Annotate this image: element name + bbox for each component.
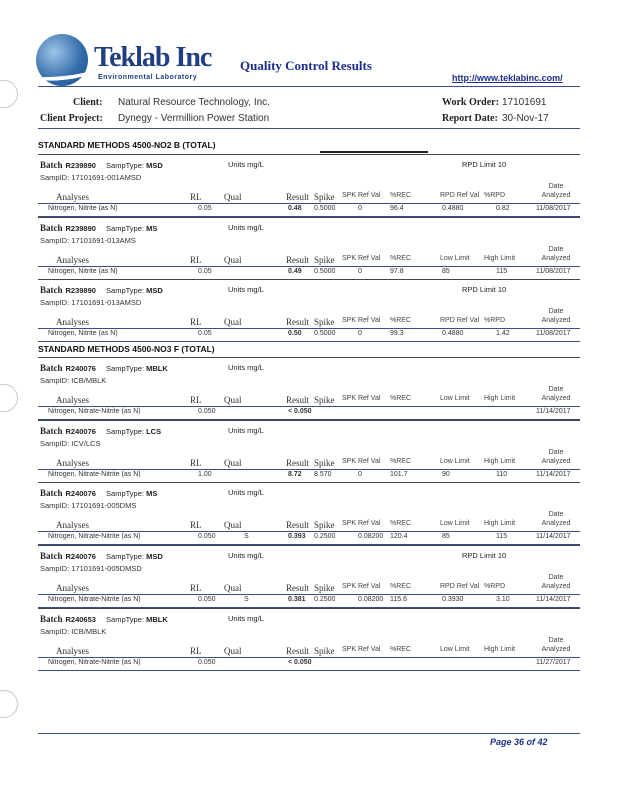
samptype-value: MS [146, 489, 158, 498]
sampid-row [40, 236, 136, 245]
qual-header: Qual [224, 646, 242, 656]
company-name: Teklab Inc [94, 42, 212, 73]
col2-header: High Limit [484, 646, 516, 653]
col2-value: 0.82 [496, 205, 510, 212]
units-label: Units mg/L [228, 426, 264, 435]
qual-header: Qual [224, 317, 242, 327]
batch-id: R240076 [65, 489, 96, 498]
spkref-header: SPK Ref Val [342, 458, 381, 465]
date-analyzed-value: 11/27/2017 [536, 659, 571, 666]
col2-value: 115 [496, 268, 508, 275]
spkref-value: 0 [358, 330, 362, 337]
spike-value: 0.5000 [314, 268, 336, 275]
date-analyzed-header [532, 573, 580, 591]
samptype-label: SampType: [106, 224, 144, 233]
analyte-name: Nitrogen, Nitrate-Nitrite (as N) [48, 533, 141, 540]
date-header-1: Date [548, 308, 564, 315]
block-top-rule [38, 482, 580, 483]
result-value: 8.72 [288, 471, 302, 478]
date-header-2: Analyzed [541, 458, 571, 465]
spike-value: 0.2500 [314, 596, 336, 603]
analyte-name: Nitrogen, Nitrate-Nitrite (as N) [48, 659, 141, 666]
result-value: < 0.050 [288, 659, 312, 666]
date-analyzed-value: 11/08/2017 [536, 205, 571, 212]
rl-value: 0.050 [198, 596, 216, 603]
date-header-2: Analyzed [541, 317, 571, 324]
spike-header: Spike [314, 520, 335, 530]
rec-header: %REC [390, 583, 412, 590]
analyses-header: Analyses [56, 255, 89, 265]
analyses-header: Analyses [56, 192, 89, 202]
rl-header: RL [190, 192, 202, 202]
rec-value: 96.4 [390, 205, 404, 212]
header-rule [38, 203, 580, 204]
col2-header: High Limit [484, 520, 516, 527]
qc-batch-block [38, 277, 580, 343]
analyte-name: Nitrogen, Nitrate-Nitrite (as N) [48, 596, 141, 603]
spike-value: 0.2500 [314, 533, 336, 540]
client-divider [38, 128, 580, 129]
batch-header [40, 160, 171, 170]
rl-header: RL [190, 458, 202, 468]
col2-value: 3.10 [496, 596, 510, 603]
spike-header: Spike [314, 583, 335, 593]
sampid-row [40, 298, 141, 307]
sampid-value: ICB/MBLK [71, 376, 107, 385]
samptype-label: SampType: [106, 286, 144, 295]
samptype-label: SampType: [106, 427, 144, 436]
result-value: < 0.050 [288, 408, 312, 415]
date-analyzed-value: 11/08/2017 [536, 330, 571, 337]
col2-value: 115 [496, 533, 508, 540]
row-bottom-rule [38, 670, 580, 671]
analyte-name: Nitrogen, Nitrate-Nitrite (as N) [48, 408, 141, 415]
website-link[interactable]: http://www.teklabinc.com/ [452, 73, 563, 83]
method-heading: STANDARD METHODS 4500-NO2 B (TOTAL) [38, 140, 216, 150]
date-analyzed-value: 11/14/2017 [536, 533, 571, 540]
analyte-name: Nitrogen, Nitrite (as N) [48, 268, 118, 275]
sampid-value: ICV/LCS [71, 439, 101, 448]
col1-header: Low Limit [440, 255, 470, 262]
units-label: Units mg/L [228, 160, 264, 169]
analyses-header: Analyses [56, 458, 89, 468]
date-header-2: Analyzed [541, 646, 571, 653]
spike-header: Spike [314, 646, 335, 656]
result-header: Result [286, 646, 310, 656]
result-header: Result [286, 583, 310, 593]
block-top-rule [38, 420, 580, 421]
result-value: 0.393 [288, 533, 306, 540]
sampid-value: 17101691-013AMSD [71, 298, 142, 307]
rl-value: 1.00 [198, 471, 212, 478]
header-rule [38, 328, 580, 329]
col1-header: Low Limit [440, 458, 470, 465]
batch-label: Batch [40, 285, 63, 295]
sampid-row [40, 376, 106, 385]
analyte-name: Nitrogen, Nitrite (as N) [48, 205, 118, 212]
units-label: Units mg/L [228, 488, 264, 497]
spkref-value: 0 [358, 205, 362, 212]
col1-header: RPD Ref Val [440, 317, 480, 324]
batch-label: Batch [40, 363, 63, 373]
rpd-limit: RPD Limit 10 [462, 160, 507, 169]
rpd-limit: RPD Limit 10 [462, 551, 507, 560]
analyte-name: Nitrogen, Nitrate-Nitrite (as N) [48, 471, 141, 478]
qual-header: Qual [224, 458, 242, 468]
spkref-header: SPK Ref Val [342, 255, 381, 262]
samptype-value: MSD [146, 286, 163, 295]
date-header-1: Date [548, 449, 564, 456]
date-header-2: Analyzed [541, 255, 571, 262]
spike-header: Spike [314, 317, 335, 327]
header-divider [38, 86, 580, 87]
sampid-label: SampID: [40, 564, 70, 573]
sampid-row [40, 627, 106, 636]
qual-header: Qual [224, 520, 242, 530]
rec-header: %REC [390, 255, 412, 262]
qc-batch-block [38, 606, 580, 672]
date-header-2: Analyzed [541, 520, 571, 527]
qual-value: S [244, 596, 249, 603]
date-header-1: Date [548, 246, 564, 253]
col2-header: High Limit [484, 458, 516, 465]
qual-value: S [244, 533, 249, 540]
spike-header: Spike [314, 192, 335, 202]
header-rule [38, 406, 580, 407]
analyses-header: Analyses [56, 646, 89, 656]
sampid-value: 17101691-001AMSD [71, 173, 142, 182]
block-top-rule [38, 154, 580, 155]
analyte-name: Nitrogen, Nitrite (as N) [48, 330, 118, 337]
sampid-label: SampID: [40, 376, 70, 385]
batch-id: R240076 [65, 552, 96, 561]
batch-label: Batch [40, 160, 63, 170]
sampid-label: SampID: [40, 173, 70, 182]
batch-header [40, 223, 165, 233]
header-rule [38, 657, 580, 658]
rl-header: RL [190, 255, 202, 265]
col2-header: High Limit [484, 255, 516, 262]
client-label: Client: [73, 97, 103, 108]
qc-batch-block [38, 215, 580, 281]
sampid-label: SampID: [40, 627, 70, 636]
qc-batch-block [38, 418, 580, 484]
col1-value: 85 [442, 268, 450, 275]
analyses-header: Analyses [56, 520, 89, 530]
sampid-row [40, 439, 100, 448]
spkref-value: 0.08200 [358, 533, 384, 540]
date-analyzed-header [532, 307, 580, 325]
col2-header: %RPD [484, 317, 506, 324]
samptype-label: SampType: [106, 489, 144, 498]
block-top-rule [38, 217, 580, 218]
batch-header [40, 426, 169, 436]
rl-value: 0.05 [198, 205, 212, 212]
result-header: Result [286, 520, 310, 530]
qual-header: Qual [224, 255, 242, 265]
spike-value: 0.5000 [314, 330, 336, 337]
sampid-value: 17101691-005DMSD [71, 564, 142, 573]
qc-batch-block [38, 355, 580, 421]
date-header-2: Analyzed [541, 192, 571, 199]
reportdate-value: 30-Nov-17 [502, 113, 549, 124]
date-header-1: Date [548, 386, 564, 393]
project-value: Dynegy - Vermillion Power Station [118, 113, 270, 124]
units-label: Units mg/L [228, 285, 264, 294]
samptype-value: MBLK [146, 615, 168, 624]
date-analyzed-header [532, 636, 580, 654]
binder-hole [0, 80, 18, 108]
date-header-1: Date [548, 637, 564, 644]
date-header-2: Analyzed [541, 583, 571, 590]
block-top-rule [38, 279, 580, 280]
rec-value: 99.3 [390, 330, 404, 337]
rl-header: RL [190, 395, 202, 405]
batch-header [40, 614, 176, 624]
date-header-2: Analyzed [541, 395, 571, 402]
sampid-row [40, 564, 142, 573]
project-label: Client Project: [40, 113, 103, 124]
spkref-value: 0.08200 [358, 596, 384, 603]
units-label: Units mg/L [228, 614, 264, 623]
date-analyzed-header [532, 245, 580, 263]
qc-batch-block [38, 480, 580, 546]
samptype-label: SampType: [106, 364, 144, 373]
spike-header: Spike [314, 255, 335, 265]
batch-id: R239890 [65, 224, 96, 233]
result-header: Result [286, 458, 310, 468]
batch-id: R240076 [65, 427, 96, 436]
result-header: Result [286, 317, 310, 327]
col1-header: RPD Ref Val [440, 583, 480, 590]
workorder-label: Work Order: [442, 97, 499, 108]
spkref-value: 0 [358, 471, 362, 478]
batch-id: R240076 [65, 364, 96, 373]
rec-header: %REC [390, 646, 412, 653]
batch-header [40, 488, 165, 498]
rec-value: 101.7 [390, 471, 408, 478]
samptype-value: LCS [146, 427, 162, 436]
sampid-value: ICB/MBLK [71, 627, 107, 636]
rl-value: 0.050 [198, 408, 216, 415]
col1-header: RPD Ref Val [440, 192, 480, 199]
sampid-value: 17101691-005DMS [71, 501, 137, 510]
col2-value: 1.42 [496, 330, 510, 337]
rec-header: %REC [390, 395, 412, 402]
samptype-label: SampType: [106, 552, 144, 561]
footer-divider [38, 733, 580, 734]
samptype-value: MSD [146, 552, 163, 561]
company-subtitle: Environmental Laboratory [98, 74, 198, 81]
rl-header: RL [190, 520, 202, 530]
spkref-header: SPK Ref Val [342, 192, 381, 199]
rl-header: RL [190, 317, 202, 327]
sampid-value: 17101691-013AMS [71, 236, 136, 245]
result-header: Result [286, 255, 310, 265]
samptype-value: MS [146, 224, 158, 233]
sampid-label: SampID: [40, 439, 70, 448]
qual-header: Qual [224, 583, 242, 593]
date-analyzed-value: 11/14/2017 [536, 471, 571, 478]
date-analyzed-value: 11/14/2017 [536, 408, 571, 415]
spkref-header: SPK Ref Val [342, 520, 381, 527]
rl-value: 0.05 [198, 268, 212, 275]
samptype-label: SampType: [106, 615, 144, 624]
header-rule [38, 266, 580, 267]
batch-header [40, 363, 176, 373]
header-rule [38, 594, 580, 595]
client-value: Natural Resource Technology, Inc. [118, 97, 270, 108]
spike-value: 0.5000 [314, 205, 336, 212]
col1-header: Low Limit [440, 646, 470, 653]
binder-hole [0, 690, 18, 718]
qual-header: Qual [224, 192, 242, 202]
col2-header: %RPD [484, 583, 506, 590]
sampid-label: SampID: [40, 501, 70, 510]
date-analyzed-header [532, 182, 580, 200]
units-label: Units mg/L [228, 223, 264, 232]
samptype-value: MBLK [146, 364, 168, 373]
col1-value: 0.4880 [442, 205, 464, 212]
block-top-rule [38, 357, 580, 358]
rl-header: RL [190, 583, 202, 593]
spkref-header: SPK Ref Val [342, 395, 381, 402]
spike-header: Spike [314, 458, 335, 468]
date-analyzed-header [532, 510, 580, 528]
col2-header: High Limit [484, 395, 516, 402]
workorder-value: 17101691 [502, 97, 547, 108]
spike-value: 8.570 [314, 471, 332, 478]
batch-id: R239890 [65, 161, 96, 170]
sampid-label: SampID: [40, 298, 70, 307]
sampid-row [40, 501, 136, 510]
qual-header: Qual [224, 395, 242, 405]
sampid-label: SampID: [40, 236, 70, 245]
batch-header [40, 285, 171, 295]
date-header-1: Date [548, 511, 564, 518]
header-rule [38, 469, 580, 470]
col1-header: Low Limit [440, 395, 470, 402]
analyses-header: Analyses [56, 395, 89, 405]
date-analyzed-header [532, 448, 580, 466]
spkref-header: SPK Ref Val [342, 317, 381, 324]
rec-header: %REC [390, 520, 412, 527]
spkref-value: 0 [358, 268, 362, 275]
rec-value: 97.8 [390, 268, 404, 275]
rl-value: 0.05 [198, 330, 212, 337]
col1-header: Low Limit [440, 520, 470, 527]
result-value: 0.48 [288, 205, 302, 212]
analyses-header: Analyses [56, 583, 89, 593]
result-value: 0.381 [288, 596, 306, 603]
rl-value: 0.050 [198, 533, 216, 540]
rec-header: %REC [390, 317, 412, 324]
row-bottom-rule [38, 341, 580, 342]
binder-hole [0, 384, 18, 412]
header-rule [38, 531, 580, 532]
batch-id: R239890 [65, 286, 96, 295]
page-number: Page 36 of 42 [490, 737, 548, 747]
col1-value: 85 [442, 533, 450, 540]
reportdate-label: Report Date: [442, 113, 498, 124]
result-value: 0.49 [288, 268, 302, 275]
col1-value: 90 [442, 471, 450, 478]
samptype-value: MSD [146, 161, 163, 170]
samptype-label: SampType: [106, 161, 144, 170]
batch-header [40, 551, 171, 561]
batch-label: Batch [40, 223, 63, 233]
date-analyzed-value: 11/14/2017 [536, 596, 571, 603]
block-top-rule [38, 608, 580, 609]
batch-label: Batch [40, 551, 63, 561]
col2-header: %RPD [484, 192, 506, 199]
rec-value: 115.6 [390, 596, 407, 603]
date-analyzed-header [532, 385, 580, 403]
col1-value: 0.4880 [442, 330, 464, 337]
result-header: Result [286, 192, 310, 202]
page-title: Quality Control Results [240, 58, 372, 73]
date-header-1: Date [548, 574, 564, 581]
batch-label: Batch [40, 488, 63, 498]
spike-header: Spike [314, 395, 335, 405]
spkref-header: SPK Ref Val [342, 646, 381, 653]
date-header-1: Date [548, 183, 564, 190]
date-analyzed-value: 11/08/2017 [536, 268, 571, 275]
rl-header: RL [190, 646, 202, 656]
result-value: 0.50 [288, 330, 302, 337]
batch-label: Batch [40, 614, 63, 624]
qc-batch-block [38, 543, 580, 609]
batch-id: R240653 [65, 615, 96, 624]
sampid-row [40, 173, 141, 182]
rl-value: 0.050 [198, 659, 216, 666]
rec-header: %REC [390, 458, 412, 465]
col2-value: 110 [496, 471, 508, 478]
block-top-rule [38, 545, 580, 546]
rec-header: %REC [390, 192, 412, 199]
col1-value: 0.3930 [442, 596, 464, 603]
qc-batch-block [38, 152, 580, 218]
units-label: Units mg/L [228, 551, 264, 560]
result-header: Result [286, 395, 310, 405]
rec-value: 120.4 [390, 533, 408, 540]
units-label: Units mg/L [228, 363, 264, 372]
analyses-header: Analyses [56, 317, 89, 327]
batch-label: Batch [40, 426, 63, 436]
rpd-limit: RPD Limit 10 [462, 285, 507, 294]
spkref-header: SPK Ref Val [342, 583, 381, 590]
method-heading: STANDARD METHODS 4500-NO3 F (TOTAL) [38, 344, 215, 354]
